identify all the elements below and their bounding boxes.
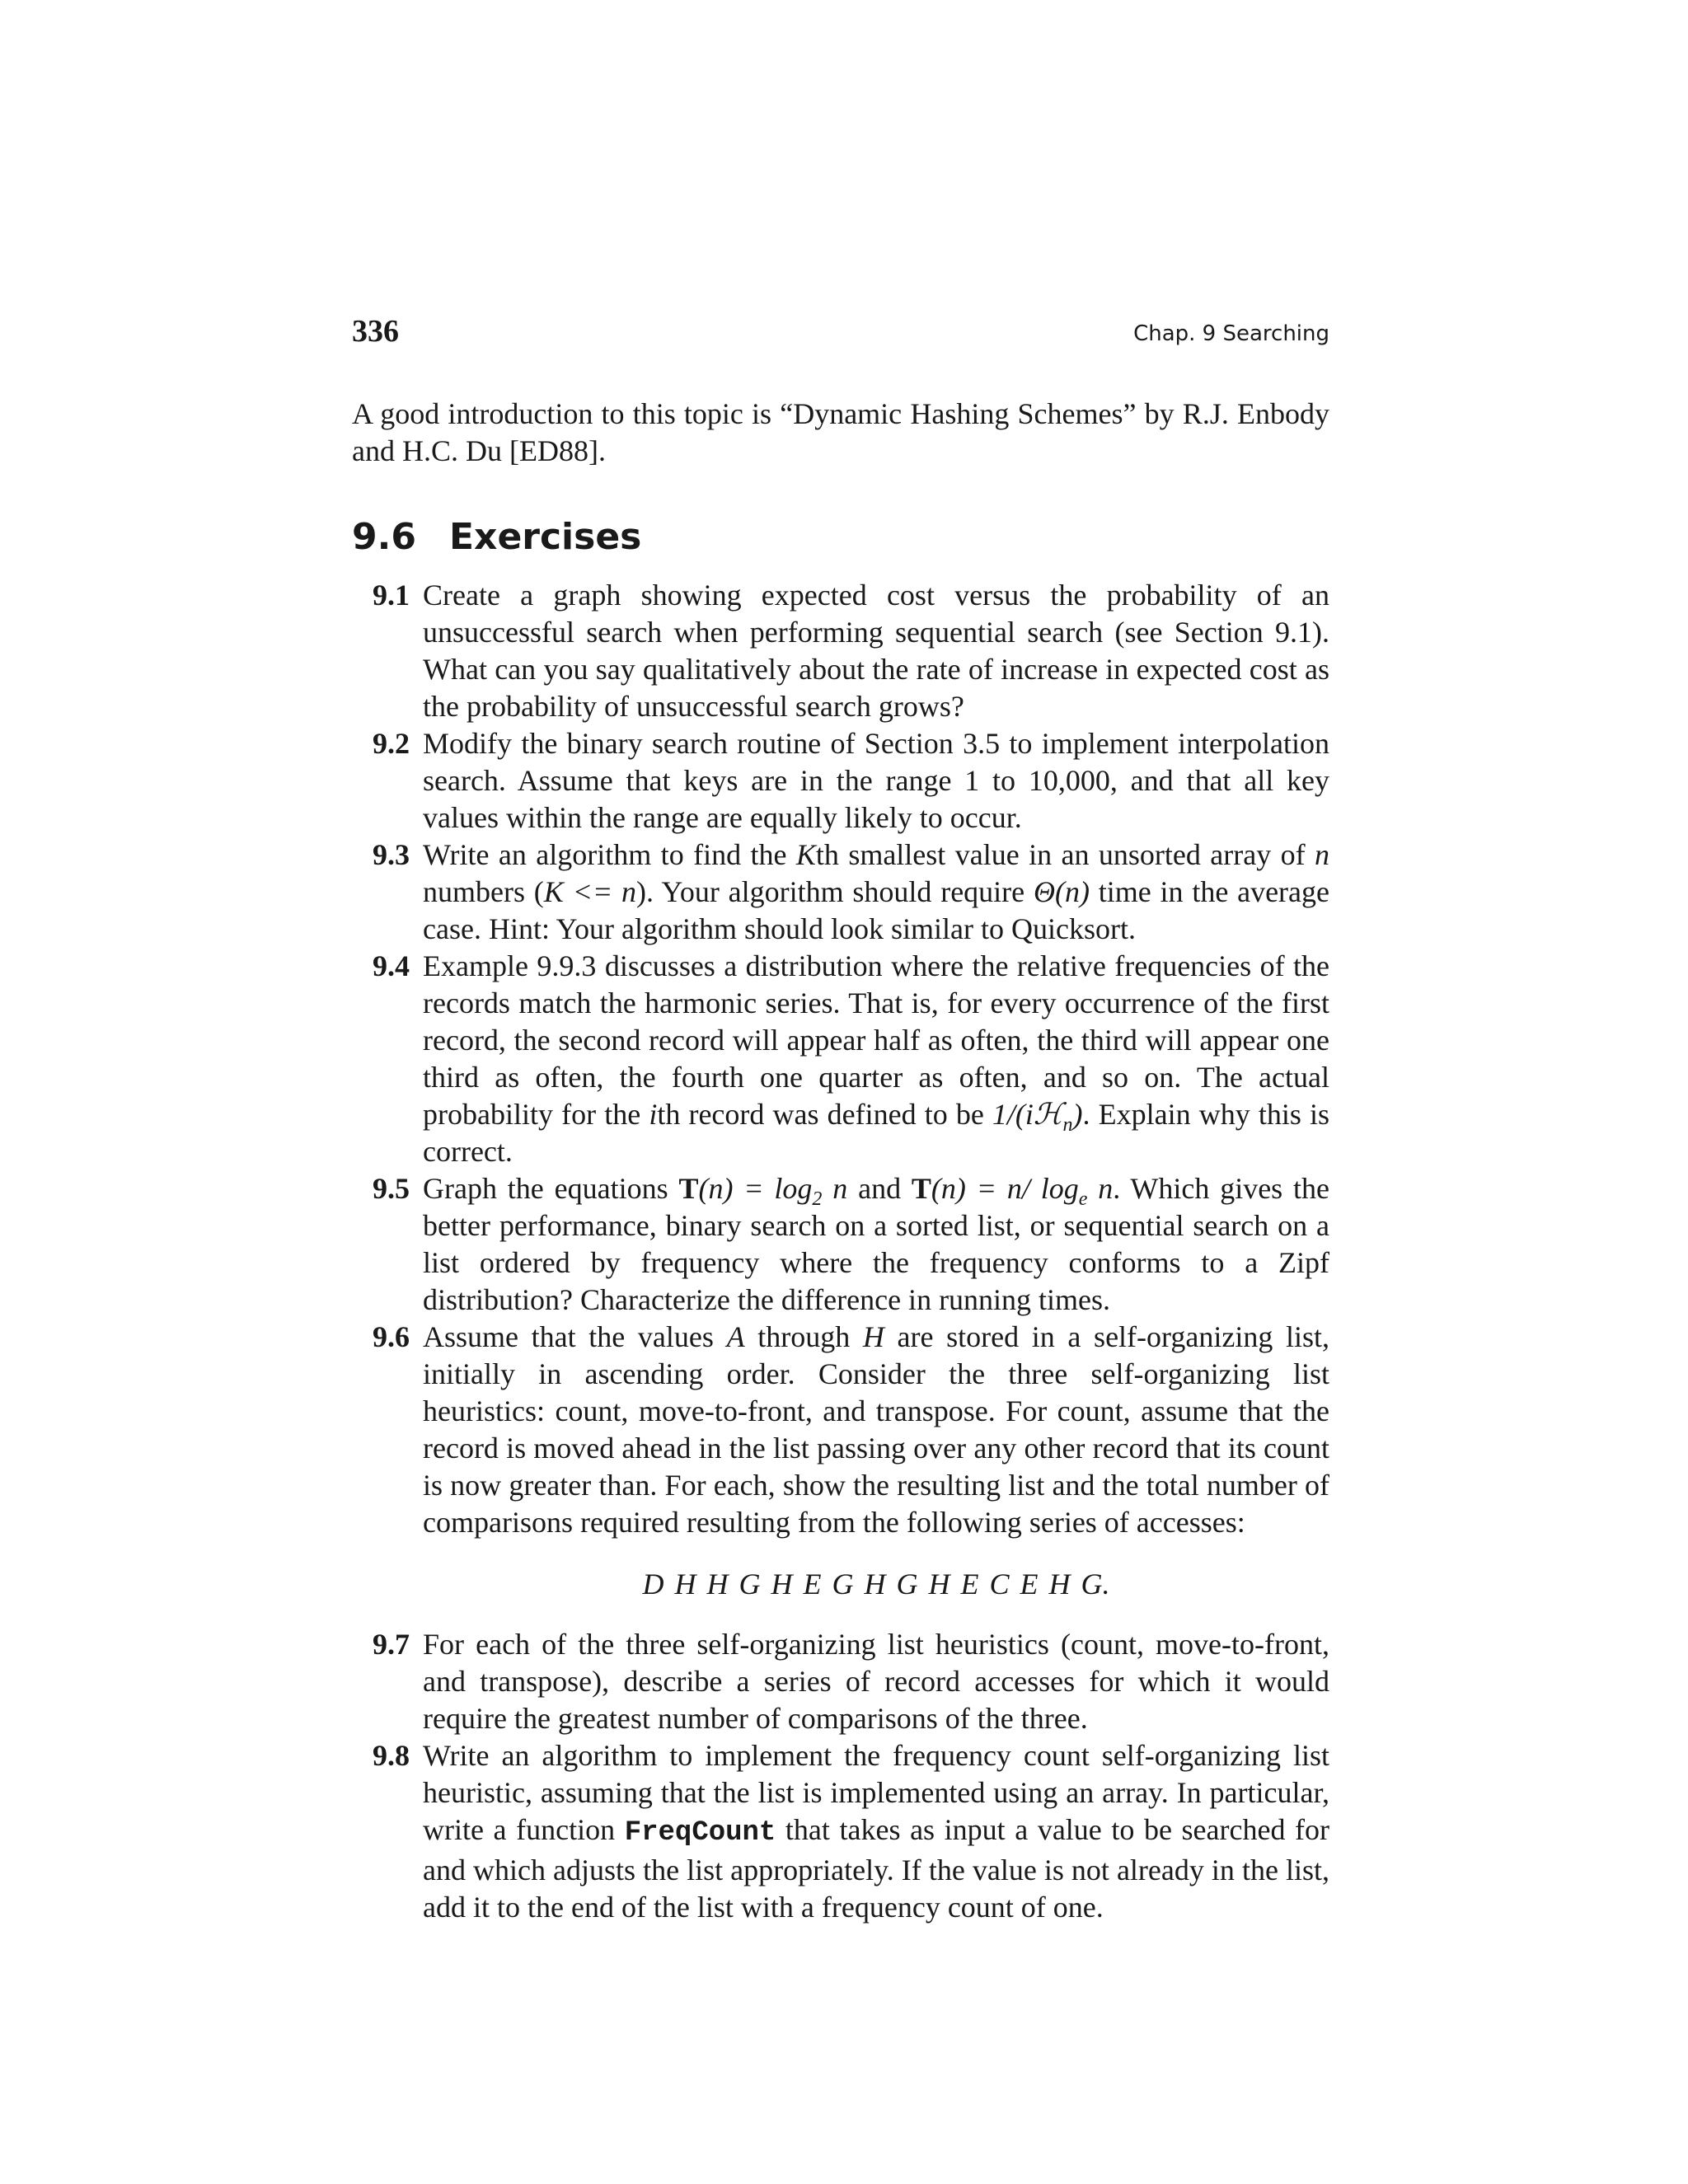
access-sequence: D H H G H E G H G H E C E H G. [642,1568,1110,1601]
text-run: th smallest value in an unsorted array of [815,838,1315,871]
math-subscript: e [1078,1188,1088,1211]
section-heading [352,513,1329,562]
exercise-text [423,1739,1329,1924]
text-run: are stored in a self-organizing list, initially in ascending order. Consider the three self-organizing list heuristics: count, move-to-front, and transpose. For count, assume that the record is moved ahead in the list passing over any other record that its count is now greater than. For each, show the resulting list and the total number of comparisons required resulting from the following series of accesses: [423,1320,1329,1539]
math-part: (n) = log [698,1172,813,1205]
exercise-9-5 [352,1170,1329,1319]
exercise-text: For each of the three self-organizing list heuristics (count, move-to-front, and transpose), describe a series of record accesses for which it would require the greatest number of comparisons of the three. [423,1628,1329,1735]
math-subscript: 2 [812,1188,823,1211]
text-run: Write an algorithm to implement the frequency count self-organizing list heuristic, assuming that the list is implemented using an array. In particular, write a function [423,1739,1329,1846]
text-run: th record was defined to be [657,1098,992,1131]
math-n: n [1315,838,1330,871]
text-run: . Which gives the better performance, binary search on a sorted list, or sequential search on a list ordered by frequency where the frequency conforms to a Zipf distribution? Characterize the difference in running times. [423,1172,1330,1316]
chapter-label: Chap. 9 Searching [1133,321,1329,346]
math-a: A [726,1320,745,1353]
text-run: numbers ( [423,875,544,908]
math-harmonic [992,1098,1083,1137]
math-part: T [678,1172,699,1205]
exercise-number: 9.4 [373,949,410,982]
exercise-9-3 [352,837,1329,948]
running-header [352,309,1329,359]
math-theta-n: Θ(n) [1033,875,1090,908]
page-number: 336 [352,314,399,349]
exercise-9-8 [352,1737,1329,1926]
math-k: K [795,838,816,871]
text-run: time in the average case. Hint: Your algorithm should look similar to Quicksort. [423,875,1330,945]
exercise-number: 9.3 [373,838,410,871]
exercise-text [423,1172,1329,1316]
exercise-number: 9.1 [373,579,410,612]
section-title: Exercises [449,516,642,558]
text-run: Example 9.9.3 discusses a distribution where the relative frequencies of the records match the harmonic series. That is, for every occurrence of the first record, the second record will appear half as often, the third will appear one third as often, the fourth one quarter as often, and so on. The actual probability for the [423,949,1329,1131]
exercise-text: Modify the binary search routine of Section 3.5 to implement interpolation search. Assume that keys are in the range 1 to 10,000, and that all key values within the range are equally likely to occur. [423,727,1329,834]
equation-2 [911,1172,1114,1211]
exercise-text: Create a graph showing expected cost versus the probability of an unsuccessful search when performing sequential search (see Section 9.1). What can you say qualitatively about the rate of increase in expected cost as the probability of unsuccessful search grows? [423,579,1329,723]
page [352,309,1329,1926]
math-k-le-n: K <= n [543,875,636,908]
math-h: H [862,1320,884,1353]
text-run: through [744,1320,863,1353]
exercise-text [423,949,1329,1168]
exercise-9-7 [352,1626,1329,1737]
math-i: i [649,1098,658,1131]
equation-1 [678,1172,848,1211]
math-part: 1/(iℋ [992,1098,1063,1131]
exercise-number: 9.6 [373,1320,410,1353]
exercise-9-4 [352,948,1329,1170]
text-run: Graph the equations [423,1172,679,1205]
text-run: ). Your algorithm should require [635,875,1034,908]
text-run: that takes as input a value to be searched for and which adjusts the list appropriately. If the value is not already in the list, add it to the end of the list with a frequency count of one. [423,1813,1330,1924]
exercise-9-2 [352,725,1329,837]
exercise-list [352,577,1329,1926]
text-run: Write an algorithm to find the [423,838,796,871]
text-run: . Explain why this is correct. [423,1098,1329,1168]
exercise-9-6 [352,1319,1329,1603]
text-run: and [847,1172,912,1205]
math-part: T [911,1172,931,1205]
exercise-9-1 [352,577,1329,725]
math-subscript: n [1062,1114,1073,1137]
math-part: n [822,1172,848,1205]
math-part: ) [1072,1098,1083,1131]
code-freqcount: FreqCount [624,1817,776,1849]
math-part: (n) = n/ log [931,1172,1079,1205]
math-part: n [1087,1172,1114,1205]
exercise-text [423,838,1329,945]
exercise-text [423,1320,1329,1539]
intro-paragraph: A good introduction to this topic is “Dynamic Hashing Schemes” by R.J. Enbody and H.C. Du [ED88]. [352,397,1329,467]
section-number: 9.6 [352,516,416,558]
exercise-number: 9.7 [373,1628,410,1661]
exercise-number: 9.8 [373,1739,410,1772]
exercise-number: 9.2 [373,727,410,760]
exercise-number: 9.5 [373,1172,410,1205]
text-run: Assume that the values [423,1320,727,1353]
